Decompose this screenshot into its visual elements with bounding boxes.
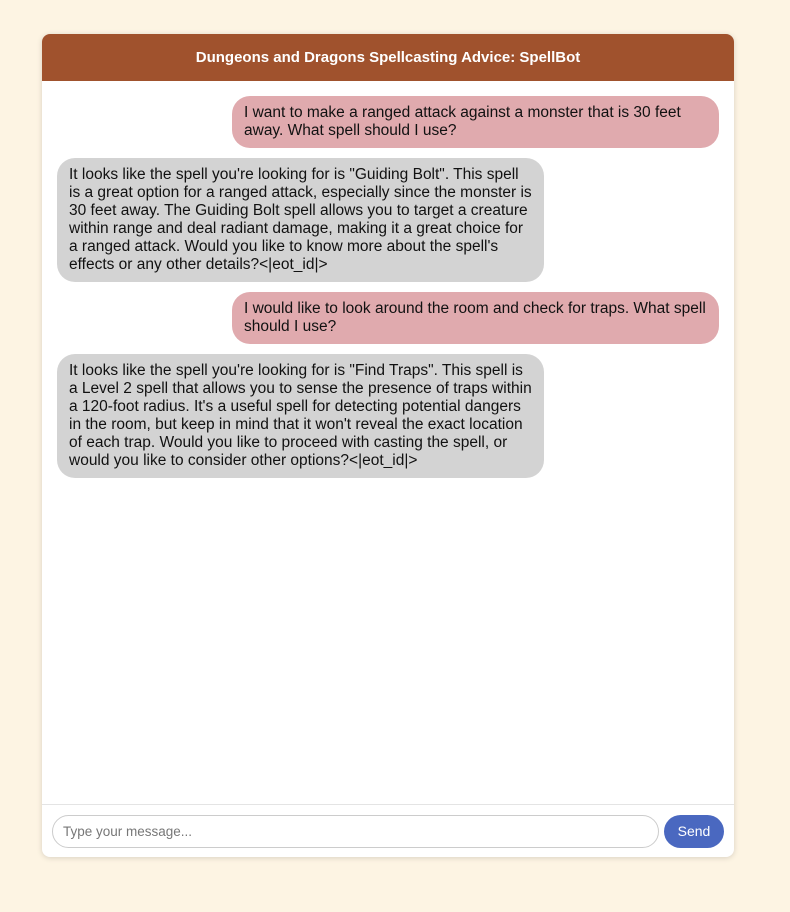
user-message: I want to make a ranged attack against a monster that is 30 feet away. What spell should I use? [232, 96, 719, 148]
bot-message: It looks like the spell you're looking for is "Find Traps". This spell is a Level 2 spell that allows you to sense the presence of traps within a 120-foot radius. It's a useful spell for detecting potential dangers in the room, but keep in mind that it won't reveal the exact location of each trap. Would you like to proceed with casting the spell, or would you like to consider other options?<|eot_id|> [57, 354, 544, 478]
message-input[interactable] [52, 815, 659, 848]
user-message: I would like to look around the room and check for traps. What spell should I use? [232, 292, 719, 344]
bot-message: It looks like the spell you're looking for is "Guiding Bolt". This spell is a great option for a ranged attack, especially since the monster is 30 feet away. The Guiding Bolt spell allows you to target a creature within range and deal radiant damage, making it a great choice for a ranged attack. Would you like to know more about the spell's effects or any other details?<|eot_id|> [57, 158, 544, 282]
chat-header [42, 34, 734, 81]
send-button[interactable]: Send [664, 815, 724, 848]
input-bar [42, 804, 734, 857]
message-list [42, 81, 734, 804]
chat-title: Dungeons and Dragons Spellcasting Advice: SpellBot [195, 49, 581, 66]
chat-window [42, 34, 734, 857]
